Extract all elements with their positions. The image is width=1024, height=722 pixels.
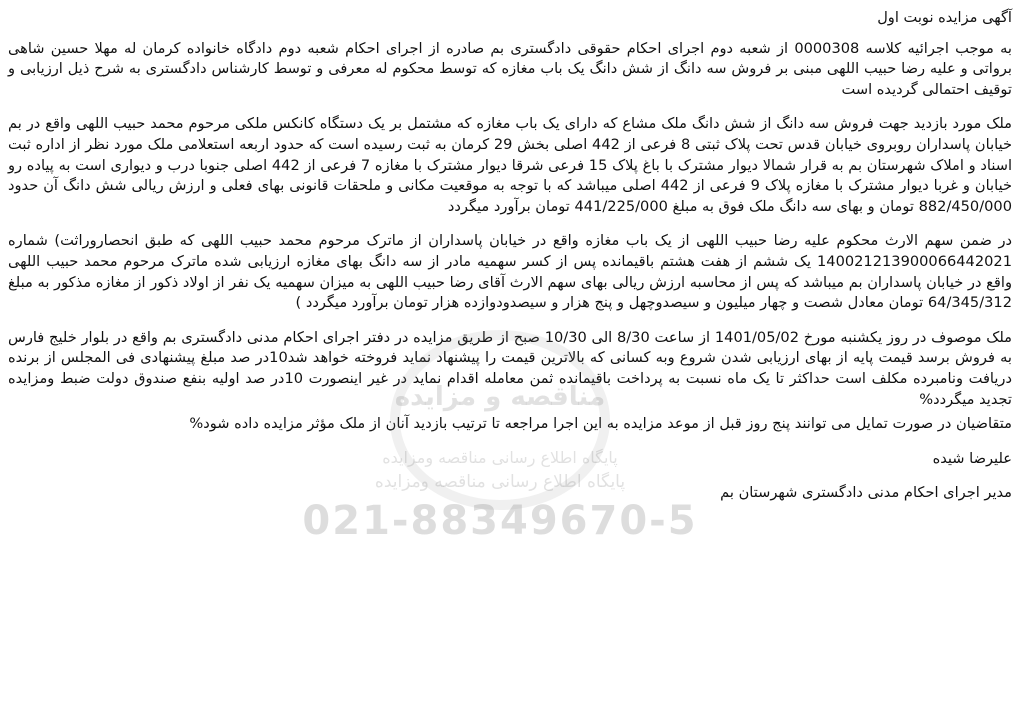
paragraph-visit-info: متقاضیان در صورت تمایل می توانند پنج روز قبل از موعد مزایده به این اجرا مراجعه تا ترتیب بازدید آنان از ملک مؤثر مزایده داده شود% bbox=[189, 415, 1012, 433]
signature-title: مدیر اجرای احکام مدنی دادگستری شهرستان بم bbox=[720, 484, 1012, 502]
notice-title: آگهی مزایده نوبت اول bbox=[877, 9, 1012, 26]
watermark-brand: مناقصه و مزایده bbox=[394, 382, 606, 412]
paragraph-property-description: ملک مورد بازدید جهت فروش سه دانگ از شش دانگ ملک مشاع که دارای یک باب مغازه که مشتمل بر یک دستگاه کانکس ملکی مرحوم محمد حبیب اللهی واقع در بم خیابان پاسداران روبروی خیابان قدس تحت پلاک ثبتی 8 فرعی از 442 اصلی بخش 29 کرمان به ثبت رسیده است که حدود اربعه استعلامی ملک مورد نظر از اداره ثبت اسناد و املاک شهرستان بم به قرار شمالا دیوار مشترک با باغ پلاک 15 فرعی شرقا دیوار مشترک با مغازه 7 فرعی از 442 اصلی جنوبا درب و دیواری است به پیاده رو خیابان و غربا دیوار مشترک با مغازه پلاک 9 فرعی از 442 اصلی میباشد که با توجه به موقعیت مکانی و ملحقات قانونی بهای فعلی و ارزش ریالی شش دانگ آن حدود 882/450/000 تومان و بهای سه دانگ ملک فوق به مبلغ 441/225/000 تومان برآورد میگردد bbox=[8, 115, 1013, 215]
watermark-caption-top: پایگاه اطلاع رسانی مناقصه ومزایده bbox=[382, 448, 618, 467]
paragraph-auction-terms: ملک موصوف در روز یکشنبه مورخ 1401/05/02 از ساعت 8/30 الی 10/30 صبح از طریق مزایده در دفتر اجرای احکام مدنی دادگستری بم واقع در بلوار خلیج فارس به فروش برسد قیمت پایه از بهای ارزیابی شدن شروع وبه کسانی که بالاترین قیمت را پیشنهاد نماید فروخته خواهد شد10در صد مبلغ پیشنهادی فی المجلس از برنده دریافت ونامبرده مکلف است حداکثر تا یک ماه نسبت به پرداخت باقیمانده ثمن معامله اقدام نماید در غیر اینصورت 10در صد اولیه بنفع صندوق دولت ضبط ومزایده تجدید میگردد% bbox=[8, 328, 1012, 408]
paragraph-enforcement-order: به موجب اجرائیه کلاسه 0000308 از شعبه دوم اجرای احکام حقوقی دادگستری بم صادره از اجرای احکام شعبه دوم دادگاه خانواده کرمان له مهلا حسین شاهی برواتی و علیه رضا حبیب اللهی مبنی بر فروش سه دانگ از شش دانگ یک باب مغازه که توسط محکوم له معرفی و توسط کارشناس دادگستری به شرح ذیل ارزیابی و توقیف احتمالی گردیده است bbox=[8, 39, 1012, 98]
watermark-caption: پایگاه اطلاع رسانی مناقصه ومزایده bbox=[374, 472, 626, 492]
paragraph-inheritance-share: در ضمن سهم الارث محکوم علیه رضا حبیب اللهی از یک باب مغازه واقع در خیابان پاسداران از ماترک مرحوم محمد حبیب اللهی که طبق انحصاروراثت) شماره 140021213900066442021 یک ششم از هفت هشتم باقیمانده پس از کسر سهمیه مادر از سه دانگ بهای مغازه ارزیابی شده ماترک مرحوم محمد حبیب اللهی واقع در خیابان پاسداران بم میباشد که پس از محاسبه ارزش ریالی بهای سهم الارث آقای رضا حبیب اللهی به میزان سهمیه یک نفر از اولاد ذکور از مغازه مذکور به مبلغ 64/345/312 تومان معادل شصت و چهار میلیون و سیصدوچهل و پنج هزار و سیصدودوازده هزار تومان برآورد میگردد ) bbox=[8, 232, 1012, 312]
watermark-phone: 021-88349670-5 bbox=[302, 498, 698, 544]
signature-name: علیرضا شیده bbox=[932, 449, 1012, 467]
